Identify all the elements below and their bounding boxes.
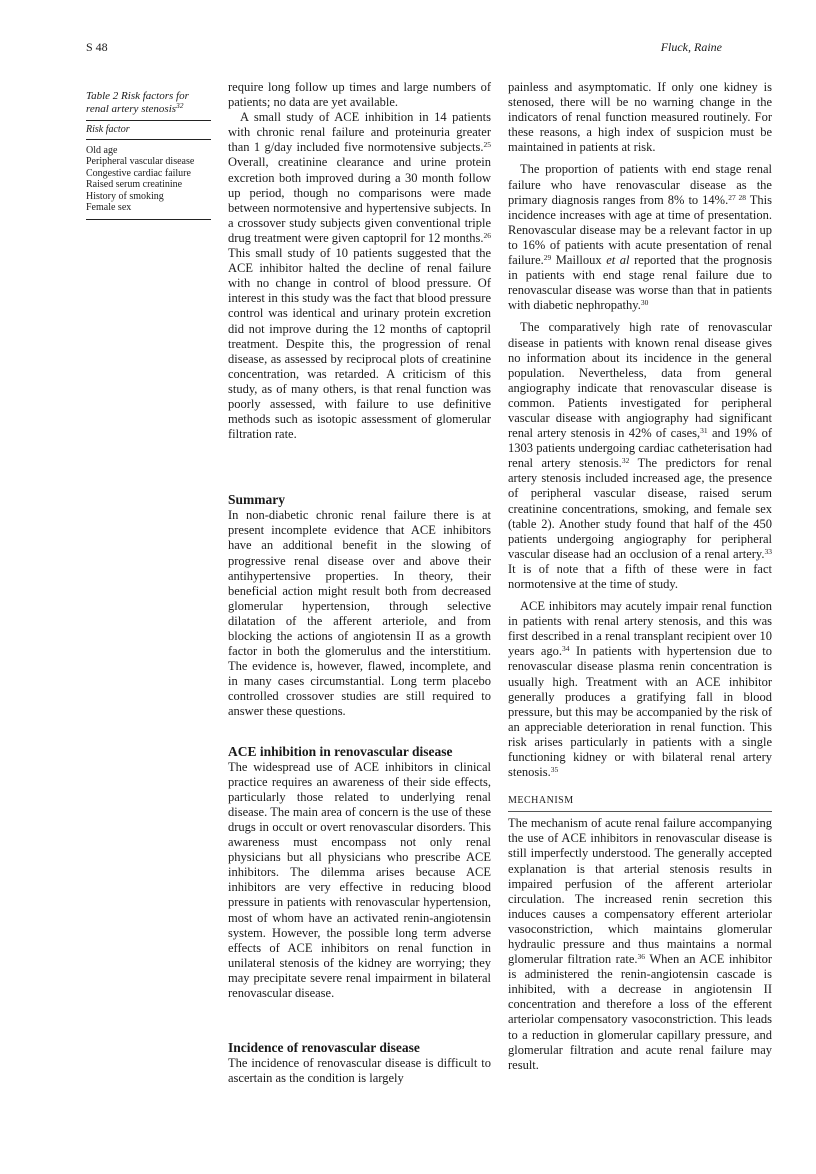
text-run: Mailloux — [551, 253, 607, 268]
text-run: When an ACE inhibitor is administered the renin-angiotensin cascade is inhibited, with a decrease in angiotensin II concentration and therefore a loss of the efferent arteriolar compensatory vasoconstriction. This leads to a reduction in glomerular capillary pressure, and glomerular filtration and acute renal failure may result. — [508, 952, 772, 1072]
text-run: The proportion of patients with end stage renal failure who have renovascular disease as the primary diagnosis ranges from 8% to 14%. — [508, 162, 772, 207]
risk-factor-table — [86, 90, 211, 220]
paragraph — [228, 110, 491, 442]
table-body — [86, 140, 211, 220]
text-run: The predictors for renal artery stenosis included increased age, the presence of peripheral vascular disease, raised serum creatinine concentrations, smoking, and female sex (table 2). Another study found that half of the 450 patients undergoing angiography for peripheral vascular disease had an occlusion of a renal artery. — [508, 456, 772, 561]
text-column-right — [508, 80, 772, 1073]
citation: 25 — [483, 140, 491, 150]
paragraph: The widespread use of ACE inhibitors in clinical practice requires an awareness of their side effects, particularly those related to underlying renal disease. The main area of concern is the use of these drugs in occult or overt renovascular disorders. This awareness must encompass not only renal physicians but all physicians who prescribe ACE inhibitors. The dilemma arises because ACE inhibitors are very effective in reducing blood pressure in patients with renovascular hypertension, most of whom have an activated renin-angiotensin system. However, the possible long term adverse effects of ACE inhibitors on renal function in unilateral stenosis of the kidney are worrying; they may precipitate severe renal impairment in bilateral renovascular disease. — [228, 759, 491, 1000]
text-run: A small study of ACE inhibition in 14 patients with chronic renal failure and proteinuria greater than 1 g/day included five normotensive subjects. — [228, 110, 491, 155]
page-number: S 48 — [86, 40, 108, 54]
table-row: Congestive cardiac failure — [86, 167, 191, 179]
table-caption-text: Table 2 Risk factors for renal artery stenosis — [86, 90, 189, 115]
citation: 35 — [550, 765, 559, 775]
section-heading-ace-renovascular: ACE inhibition in renovascular disease — [228, 743, 453, 759]
paragraph — [508, 162, 772, 313]
text-run: Overall, creatinine clearance and urine protein excretion both improved during a 30 month follow up period, though no comparisons were made between normotensive and hypertensive subjects. In a crossover study subjects given conventional triple drug treatment were given captopril for 12 months. — [228, 155, 491, 245]
paragraph: painless and asymptomatic. If only one kidney is stenosed, there will be no warning change in the indicators of renal function measured routinely. For these reasons, a high index of suspicion must be maintained in patients at risk. — [508, 80, 772, 155]
citation: 26 — [483, 230, 491, 240]
paragraph: require long follow up times and large numbers of patients; no data are yet available. — [228, 80, 491, 110]
text-run: reported that the prognosis in patients with end stage renal failure due to renovascular disease was worse than that in patients with diabetic nephropathy. — [508, 253, 773, 313]
citation: 27 28 — [728, 192, 746, 202]
text-run: It is of note that a fifth of these were in fact normotensive at the time of study. — [508, 561, 772, 591]
section-heading-summary: Summary — [228, 492, 285, 508]
citation: 30 — [640, 298, 649, 308]
table-row: Female sex — [86, 202, 132, 213]
citation: 34 — [562, 644, 570, 654]
paragraph — [508, 320, 772, 592]
text-run: The mechanism of acute renal failure accompanying the use of ACE inhibitors in renovascular disease is still imperfectly understood. The generally accepted explanation is that arterial stenosis results in impaired perfusion of the afferent arteriolar circulation. The increased renin secretion this induces causes a compensatory efferent arteriolar vasoconstriction, which maintains glomerular hydraulic pressure and thus maintains a normal glomerular filtration rate. — [508, 816, 772, 967]
table-row: History of smoking — [86, 190, 164, 202]
text-column-left — [228, 80, 491, 1086]
text-run: This incidence increases with age at time of presentation. Renovascular disease may be a relevant factor in up to 16% of patients with acute presentation of renal failure. — [508, 192, 772, 268]
citation: 32 — [176, 100, 184, 110]
text-run: This small study of 10 patients suggested that the ACE inhibitor halted the decline of renal failure with no change in control of blood pressure. Of interest in this study was the fact that blood pressure control was identical and urinary protein excretion did not improve during the 12 months of captopril treatment. Despite this, the progression of renal disease, as assessed by reciprocal plots of creatinine concentration, was retarded. A criticism of this study, as of many others, is that renal function was poorly assessed, with failure to use definitive methods such as isotopic assessment of glomerular filtration rate. — [228, 246, 491, 442]
subheading-rule — [508, 811, 772, 812]
citation: 31 — [700, 426, 708, 436]
paragraph: The incidence of renovascular disease is difficult to ascertain as the condition is largely — [228, 1056, 491, 1086]
section-heading-incidence: Incidence of renovascular disease — [228, 1040, 420, 1056]
text-run: ACE inhibitors may acutely impair renal function in patients with renal artery stenosis, and this was first described in a renal transplant recipient over 10 years ago. — [508, 599, 772, 659]
table-row: Old age — [86, 144, 118, 156]
text-run-italic: et al — [606, 253, 630, 268]
table-column-header: Risk factor — [86, 121, 211, 140]
paragraph — [508, 599, 772, 780]
citation: 36 — [637, 952, 646, 962]
table-row: Peripheral vascular disease — [86, 156, 195, 167]
paragraph — [508, 816, 772, 1073]
table-row: Raised serum creatinine — [86, 179, 183, 190]
citation: 33 — [764, 546, 772, 556]
running-header-authors: Fluck, Raine — [660, 40, 722, 54]
text-run: The comparatively high rate of renovascular disease in patients with known renal disease gives no information about its incidence in the general population. Nevertheless, data from general angiography indicate that renovascular disease is common. Patients investigated for peripheral vascular disease with angiography had significant renal artery stenosis in 42% of cases, — [508, 320, 772, 441]
text-run: In patients with hypertension due to renovascular disease plasma renin concentration is usually high. Treatment with an ACE inhibitor generally produces a gratifying fall in blood pressure, but this may be accompanied by the risk of an appreciable deterioration in renal function. This risk arises particularly in patients with a single functioning kidney or with bilateral renal artery stenosis. — [508, 644, 773, 780]
text-run: and 19% of 1303 patients undergoing cardiac catheterisation had renal artery stenosis. — [508, 426, 772, 471]
paragraph: In non-diabetic chronic renal failure there is at present incomplete evidence that ACE inhibitors have an additional benefit in the slowing of progressive renal disease over and above their antihypertensive properties. In theory, their beneficial action might result both from decreased glomerular hypertension, through selective dilatation of the afferent arteriole, and from blocking the actions of angiotensin II as a growth factor in both the glomerulus and the interstitium. The evidence is, however, flawed, incomplete, and in many cases circumstantial. Long term placebo controlled crossover studies are still required to answer these questions. — [228, 508, 491, 719]
citation: 29 — [543, 253, 552, 263]
citation: 32 — [621, 456, 630, 466]
table-caption — [86, 90, 211, 121]
subheading-mechanism: MECHANISM — [508, 795, 574, 807]
